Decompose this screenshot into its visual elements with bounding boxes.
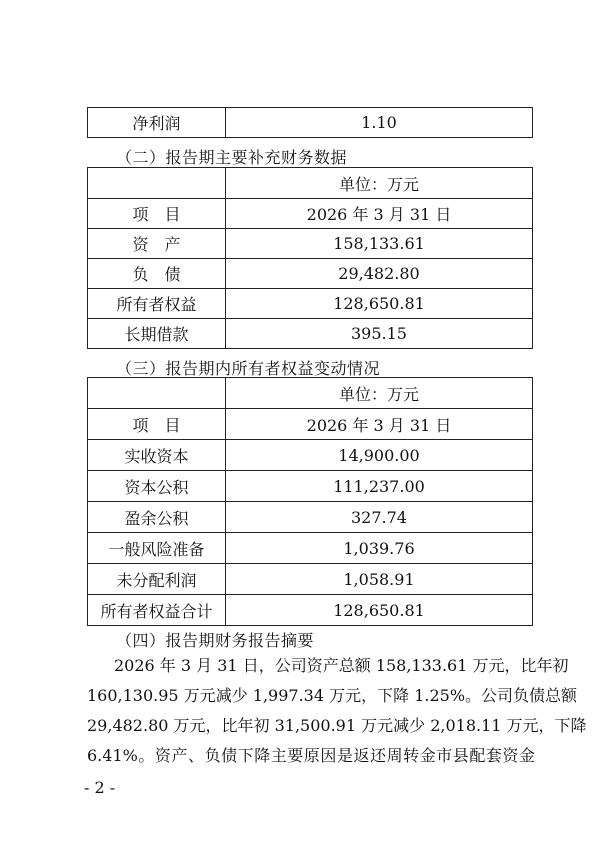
page-number: - 2 -	[84, 778, 116, 797]
section-title: （三）报告期内所有者权益变动情况	[116, 359, 381, 378]
row-label: 负 债	[88, 259, 226, 289]
table-row	[88, 319, 533, 349]
table-row	[88, 289, 533, 319]
row-value: 327.74	[226, 502, 533, 533]
row-label: 所有者权益	[88, 289, 226, 319]
row-value: 29,482.80	[226, 259, 533, 289]
row-label: 实收资本	[88, 440, 226, 471]
row-label: 所有者权益合计	[88, 595, 226, 626]
supplementary-financial-table	[87, 167, 533, 349]
table-row	[88, 533, 533, 564]
paragraph-line: 29,482.80 万元，比年初 31,500.91 万元减少 2,018.11 万元，下降	[87, 716, 587, 735]
row-value: 395.15	[226, 319, 533, 349]
row-value: 128,650.81	[226, 595, 533, 626]
table-row	[88, 595, 533, 626]
table-row	[88, 259, 533, 289]
paragraph-line: 160,130.95 万元减少 1,997.34 万元，下降 1.25%。公司负债总额	[87, 686, 578, 705]
paragraph-line: 2026 年 3 月 31 日，公司资产总额 158,133.61 万元，比年初	[114, 656, 569, 675]
section-title: （四）报告期财务报告摘要	[116, 631, 315, 650]
table-row	[88, 502, 533, 533]
section-title: （二）报告期主要补充财务数据	[116, 148, 348, 167]
table-row	[88, 440, 533, 471]
row-label: 盈余公积	[88, 502, 226, 533]
row-label: 净利润	[88, 108, 226, 138]
column-header-item: 项 目	[88, 199, 226, 229]
row-value: 1,039.76	[226, 533, 533, 564]
table-row	[88, 564, 533, 595]
row-value: 1,058.91	[226, 564, 533, 595]
row-label: 资本公积	[88, 471, 226, 502]
row-value: 14,900.00	[226, 440, 533, 471]
unit-row	[88, 168, 533, 199]
column-header-date: 2026 年 3 月 31 日	[226, 409, 533, 440]
equity-changes-table	[87, 377, 533, 626]
row-value: 111,237.00	[226, 471, 533, 502]
row-value: 158,133.61	[226, 229, 533, 259]
unit-label: 单位：万元	[226, 168, 533, 199]
paragraph-line: 6.41%。资产、负债下降主要原因是返还周转金市县配套资金	[87, 746, 535, 765]
table-row	[88, 229, 533, 259]
unit-label: 单位：万元	[226, 378, 533, 409]
row-label: 资 产	[88, 229, 226, 259]
table-row	[88, 108, 533, 138]
row-value: 1.10	[226, 108, 533, 138]
unit-row	[88, 378, 533, 409]
column-header-item: 项 目	[88, 409, 226, 440]
column-header-date: 2026 年 3 月 31 日	[226, 199, 533, 229]
financial-summary-paragraph	[87, 651, 587, 771]
row-label: 未分配利润	[88, 564, 226, 595]
net-profit-table	[87, 107, 533, 138]
table-header-row	[88, 199, 533, 229]
row-label: 一般风险准备	[88, 533, 226, 564]
row-label: 长期借款	[88, 319, 226, 349]
table-header-row	[88, 409, 533, 440]
row-value: 128,650.81	[226, 289, 533, 319]
table-row	[88, 471, 533, 502]
